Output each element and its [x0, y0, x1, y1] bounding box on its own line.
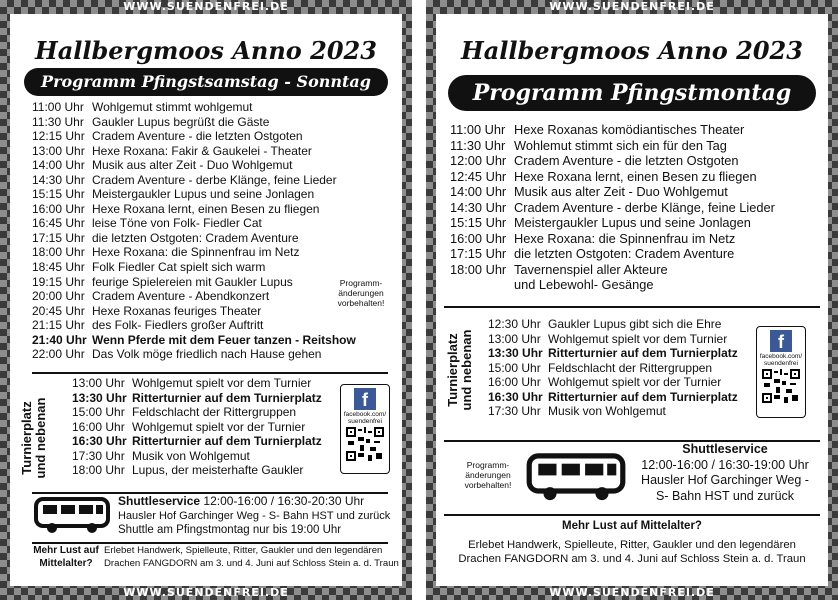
schedule-time: 16:30 Uhr: [488, 389, 543, 404]
schedule-text: Hexe Roxana lernt, einen Besen zu fliegen: [514, 168, 757, 184]
schedule-time: 15:15 Uhr: [32, 187, 85, 202]
schedule-text: Wohlgemut spielt vor der Turnier: [548, 375, 722, 390]
schedule-row: [72, 376, 322, 391]
facebook-box: [756, 326, 806, 418]
facebook-box: [340, 384, 390, 474]
schedule-text: die letzten Ostgoten: Cradem Aventure: [514, 246, 735, 261]
schedule-text: Hexe Roxana lernt, einen Besen zu fliegen: [92, 201, 320, 216]
schedule-row: [488, 332, 738, 347]
shuttle-title: Shuttleservice: [682, 442, 768, 456]
shuttle-title: Shuttleservice: [118, 494, 201, 508]
schedule-row: [32, 158, 356, 173]
schedule-row: [72, 420, 322, 435]
shuttle-route-2: S- Bahn HST und zurück: [655, 488, 795, 503]
schedule-time: 18:00 Uhr: [72, 463, 125, 478]
schedule-row: [450, 122, 775, 138]
schedule-row: [72, 405, 322, 420]
shuttle-route: Hausler Hof Garchinger Weg - S- Bahn HST und zurück: [118, 509, 391, 522]
schedule-text: Gaukler Lupus begrüßt die Gäste: [92, 114, 270, 129]
schedule-row: [450, 184, 775, 200]
schedule-text: Meistergaukler Lupus und seine Jonlagen: [92, 187, 315, 202]
schedule-row: [32, 231, 356, 246]
schedule-row: [32, 216, 356, 231]
schedule-time: 22:00 Uhr: [32, 347, 85, 362]
schedule-time: 11:00 Uhr: [32, 100, 84, 114]
flyer-title: Hallbergmoos Anno 2023: [35, 36, 377, 65]
schedule-time: 15:00 Uhr: [488, 360, 541, 375]
turnier-label: Turnierplatz und nebenan: [445, 329, 474, 411]
schedule-row: [32, 144, 356, 159]
schedule-time: 15:00 Uhr: [72, 405, 125, 420]
shuttle-info: [632, 442, 818, 504]
main-schedule: [32, 100, 356, 362]
schedule-time: 13:30 Uhr: [72, 390, 127, 405]
schedule-text: Wohlgemut stimmt wohlgemut: [92, 100, 253, 114]
schedule-text: leise Töne von Folk- Fiedler Cat: [92, 216, 262, 231]
schedule-row: [32, 333, 356, 348]
schedule-text: Feldschlacht der Rittergruppen: [132, 405, 297, 420]
schedule-time: 16:00 Uhr: [488, 375, 541, 390]
schedule-row: [32, 304, 356, 319]
schedule-row: [32, 245, 356, 260]
schedule-time: 16:30 Uhr: [72, 434, 127, 449]
schedule-row: [32, 289, 356, 304]
schedule-time: 21:40 Uhr: [32, 332, 87, 347]
schedule-text: Das Volk möge friedlich nach Hause gehen: [92, 347, 322, 362]
schedule-text: Wenn Pferde mit dem Feuer tanzen - Reitshow: [92, 332, 356, 347]
right-flyer-content: [436, 14, 828, 586]
right-flyer: [426, 0, 838, 600]
schedule-time: 17:30 Uhr: [72, 448, 125, 463]
schedule-time: 16:00 Uhr: [32, 201, 85, 216]
schedule-row: [32, 187, 356, 202]
schedule-row: [32, 318, 356, 333]
program-change-note: Programm- änderungen vorbehalten!: [337, 278, 385, 308]
schedule-time: 18:45 Uhr: [32, 260, 85, 275]
schedule-time: 19:15 Uhr: [32, 274, 85, 289]
schedule-time: 14:30 Uhr: [32, 172, 85, 187]
schedule-time: 20:00 Uhr: [32, 289, 85, 304]
schedule-text: des Folk- Fiedlers großer Auftritt: [92, 318, 264, 333]
schedule-text: Ritterturnier auf dem Turnierplatz: [132, 434, 322, 449]
shuttle-times: 12:00-16:00 / 16:30-20:30 Uhr: [203, 494, 365, 508]
schedule-row: [32, 173, 356, 188]
programm-banner: Programm Pfingstmontag: [448, 75, 816, 111]
schedule-time: 12:30 Uhr: [488, 317, 541, 331]
schedule-time: 12:45 Uhr: [450, 168, 507, 184]
schedule-time: 21:15 Uhr: [32, 318, 85, 333]
schedule-time: 13:00 Uhr: [72, 376, 125, 390]
qr-code-icon: [762, 369, 800, 403]
schedule-row: [32, 129, 356, 144]
schedule-row: [450, 262, 775, 278]
more-question: Mehr Lust auf Mittelalter?: [562, 520, 702, 532]
schedule-text: und Lebewohl- Gesänge: [514, 277, 654, 292]
schedule-row: [450, 138, 775, 154]
schedule-text: Ritterturnier auf dem Turnierplatz: [548, 389, 738, 404]
schedule-row: [488, 346, 738, 361]
schedule-text: Ritterturnier auf dem Turnierplatz: [132, 390, 322, 405]
schedule-time: 14:00 Uhr: [450, 184, 507, 199]
shuttle-info: [118, 494, 390, 538]
schedule-text: Gaukler Lupus gibt sich die Ehre: [548, 317, 722, 331]
facebook-icon: f: [354, 388, 376, 410]
schedule-row: [72, 463, 322, 478]
qr-code-icon: [346, 427, 384, 461]
facebook-icon: f: [770, 330, 792, 352]
schedule-row: [488, 404, 738, 419]
schedule-text: Cradem Aventure - die letzten Ostgoten: [92, 129, 303, 144]
schedule-text: Hexe Roxanas feuriges Theater: [92, 303, 262, 318]
schedule-time: 11:00 Uhr: [450, 122, 506, 137]
facebook-text: facebook.com/: [759, 353, 803, 360]
turnier-label: Turnierplatz und nebenan: [19, 397, 48, 479]
more-text: Erlebet Handwerk, Spielleute, Ritter, Gaukler und den legendären Drachen FANGDORN am 3. und 4. Juni auf Schloss Stein a. d. Traun: [104, 545, 399, 569]
schedule-text: Feldschlacht der Rittergruppen: [548, 360, 713, 375]
site-url-bottom: WWW.SUENDENFREI.DE: [123, 586, 289, 599]
schedule-text: Wohlgemut spielt vor der Turnier: [132, 419, 306, 434]
schedule-text: Musik aus alter Zeit - Duo Wohlgemut: [514, 184, 728, 199]
schedule-text: Cradem Aventure - Abendkonzert: [92, 289, 270, 304]
divider: [444, 306, 820, 308]
shuttle-route: Hausler Hof Garchinger Weg -: [641, 473, 809, 487]
schedule-text: Lupus, der meisterhafte Gaukler: [132, 463, 304, 478]
schedule-text: Tavernenspiel aller Akteure: [514, 261, 668, 277]
schedule-time: 11:30 Uhr: [32, 114, 84, 129]
schedule-text: Meistergaukler Lupus und seine Jonlagen: [514, 215, 751, 230]
schedule-text: Wohlgemut spielt vor dem Turnier: [132, 376, 312, 390]
divider: [444, 514, 820, 516]
schedule-row: [450, 231, 775, 247]
site-url-top: WWW.SUENDENFREI.DE: [549, 0, 715, 13]
left-flyer-content: [10, 14, 402, 586]
schedule-time: 17:30 Uhr: [488, 404, 541, 419]
schedule-row: [488, 375, 738, 390]
more-question: Mehr Lust auf Mittelalter?: [33, 545, 99, 569]
schedule-text: Hexe Roxana: die Spinnenfrau im Netz: [92, 245, 300, 260]
schedule-time: 14:30 Uhr: [450, 199, 507, 215]
programm-banner: Programm Pfingstsamstag - Sonntag: [24, 68, 388, 96]
schedule-row: [450, 215, 775, 231]
schedule-time: 12:15 Uhr: [32, 129, 85, 144]
schedule-row: [450, 153, 775, 169]
turnier-schedule: [488, 317, 738, 419]
schedule-text: feurige Spielereien mit Gaukler Lupus: [92, 274, 293, 289]
facebook-text: facebook.com/: [343, 411, 387, 418]
schedule-row: [450, 200, 775, 216]
bus-icon: [34, 496, 110, 536]
schedule-row: [32, 202, 356, 217]
turnier-schedule: [72, 376, 322, 478]
site-url-top: WWW.SUENDENFREI.DE: [123, 0, 289, 13]
schedule-row: [32, 347, 356, 362]
schedule-text: Musik von Wohlgemut: [132, 448, 250, 463]
schedule-text: Folk Fiedler Cat spielt sich warm: [92, 260, 266, 275]
schedule-time: 18:00 Uhr: [450, 261, 507, 277]
schedule-row: [72, 391, 322, 406]
facebook-text: suendenfrei: [348, 418, 382, 425]
schedule-time: 16:00 Uhr: [450, 230, 507, 246]
schedule-text: Cradem Aventure - die letzten Ostgoten: [514, 153, 739, 168]
schedule-time: 13:00 Uhr: [32, 143, 85, 158]
shuttle-note: Shuttle am Pfingstmontag nur bis 19:00 Uhr: [118, 524, 342, 536]
schedule-time: 11:30 Uhr: [450, 137, 506, 153]
flyer-title: Hallbergmoos Anno 2023: [461, 36, 803, 65]
schedule-text: Musik von Wohlgemut: [548, 404, 666, 419]
schedule-row: [488, 361, 738, 376]
schedule-time: 18:00 Uhr: [32, 245, 85, 260]
shuttle-times: 12:00-16:00 / 16:30-19:00 Uhr: [641, 457, 809, 472]
schedule-text: Hexe Roxanas komödiantisches Theater: [514, 122, 745, 137]
schedule-text: Hexe Roxana: Fakir & Gaukelei - Theater: [92, 143, 312, 158]
schedule-text: Cradem Aventure - derbe Klänge, feine Lieder: [92, 172, 337, 187]
schedule-text: Musik aus alter Zeit - Duo Wohlgemut: [92, 158, 293, 173]
facebook-text: suendenfrei: [764, 360, 798, 367]
schedule-time: 13:00 Uhr: [488, 331, 541, 346]
schedule-text: Cradem Aventure - derbe Klänge, feine Lieder: [514, 199, 775, 215]
main-schedule: [450, 122, 775, 293]
site-url-bottom: WWW.SUENDENFREI.DE: [549, 586, 715, 599]
left-flyer: [0, 0, 412, 600]
schedule-row: [32, 115, 356, 130]
schedule-row: [450, 169, 775, 185]
schedule-time: 14:00 Uhr: [32, 158, 85, 173]
schedule-text: Ritterturnier auf dem Turnierplatz: [548, 346, 738, 361]
schedule-text: Hexe Roxana: die Spinnenfrau im Netz: [514, 230, 736, 246]
schedule-time: 20:45 Uhr: [32, 303, 85, 318]
schedule-time: 17:15 Uhr: [450, 246, 507, 261]
schedule-text: die letzten Ostgoten: Cradem Aventure: [92, 230, 299, 245]
schedule-time: 12:00 Uhr: [450, 153, 507, 168]
schedule-row: [32, 260, 356, 275]
schedule-time: [450, 277, 514, 293]
divider: [32, 372, 388, 374]
schedule-time: 13:30 Uhr: [488, 346, 543, 361]
schedule-row: [72, 434, 322, 449]
schedule-row: [450, 246, 775, 262]
schedule-row: [450, 277, 775, 293]
schedule-time: 17:15 Uhr: [32, 230, 85, 245]
schedule-time: 16:00 Uhr: [72, 419, 125, 434]
schedule-time: 15:15 Uhr: [450, 215, 507, 230]
schedule-row: [32, 100, 356, 115]
schedule-row: [488, 317, 738, 332]
program-change-note: Programm- änderungen vorbehalten!: [464, 460, 512, 490]
schedule-time: 16:45 Uhr: [32, 216, 85, 231]
schedule-row: [488, 390, 738, 405]
more-text: Erlebet Handwerk, Spielleute, Ritter, Gaukler und den legendären Drachen FANGDORN am 3. und 4. Juni auf Schloss Stein a. d. Traun: [458, 539, 806, 565]
schedule-text: Wohlemut stimmt sich ein für den Tag: [514, 137, 727, 153]
schedule-row: [72, 449, 322, 464]
schedule-text: Wohlgemut spielt vor dem Turnier: [548, 331, 728, 346]
schedule-row: [32, 275, 356, 290]
bus-icon: [526, 452, 626, 504]
